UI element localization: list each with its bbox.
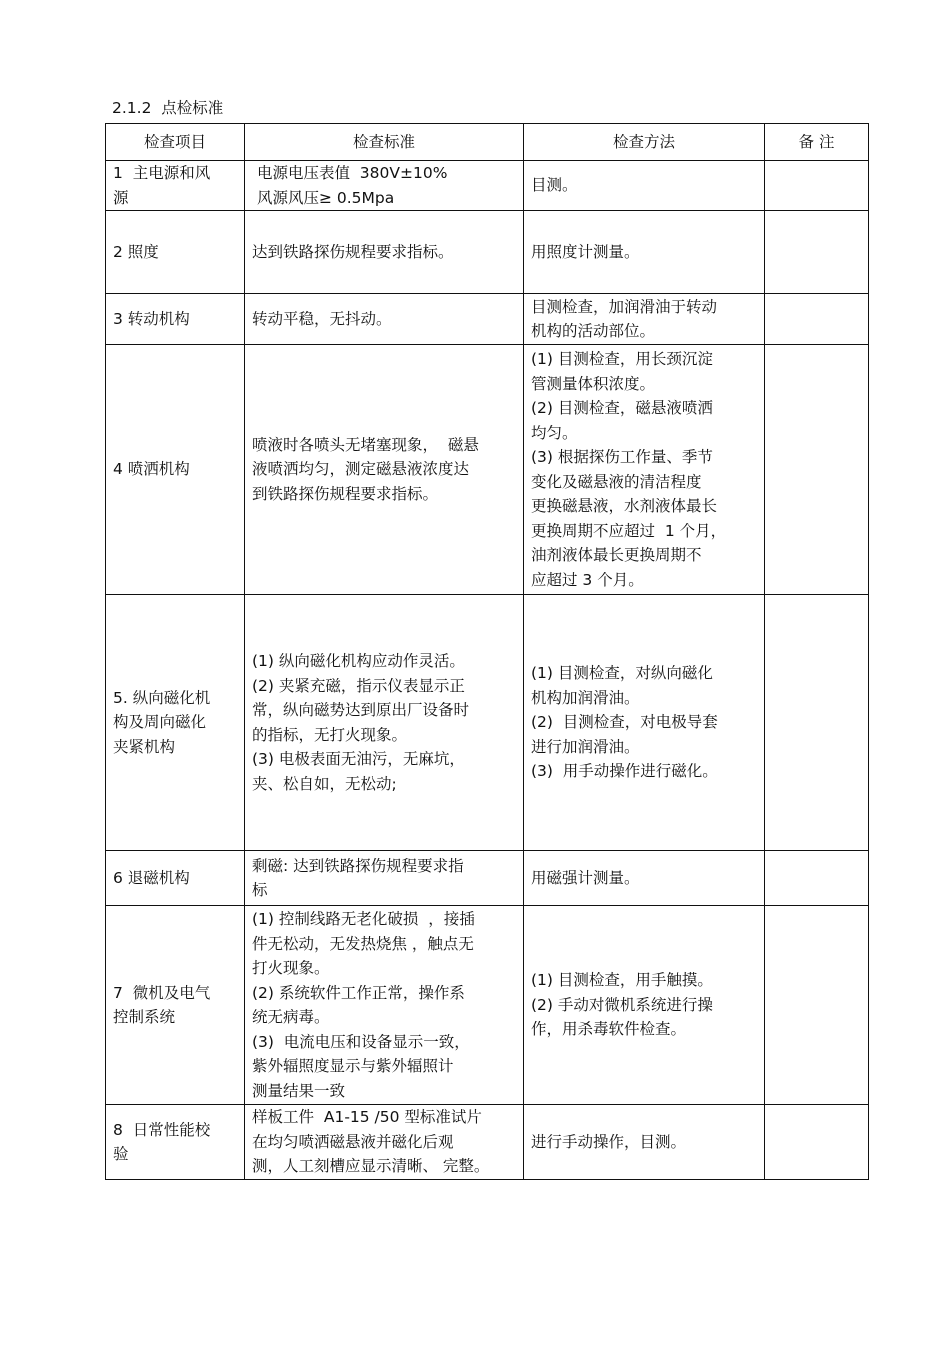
cell-method-line: 目测。	[531, 176, 578, 195]
cell-standard-line: 风源风压≥ 0.5Mpa	[252, 188, 395, 207]
table-row	[106, 906, 869, 1105]
table-header-row	[106, 124, 869, 161]
cell-method-line: 更换磁悬液，水剂液体最长	[531, 497, 718, 515]
table-row	[106, 211, 869, 294]
cell-standard-line: 电源电压表值 380V±10%	[252, 164, 448, 182]
cell-item	[106, 1105, 245, 1180]
section-title: 2.1.2 点检标准	[112, 99, 224, 117]
cell-standard-line: (3) 电极表面无油污，无麻坑，	[252, 750, 465, 768]
cell-standard-line: 测量结果一致	[252, 1081, 346, 1100]
cell-standard-line: 的指标，无打火现象。	[252, 725, 408, 744]
cell-method-line: (3) 根据探伤工作量、季节	[531, 448, 713, 466]
cell-method	[524, 595, 765, 851]
header-item: 检查项目	[106, 124, 245, 161]
cell-method-line: (2) 手动对微机系统进行操	[531, 995, 713, 1014]
cell-remark	[765, 906, 869, 1105]
table-row	[106, 1105, 869, 1180]
cell-item	[106, 211, 245, 294]
cell-standard-line: 夹、松自如，无松动;	[252, 774, 397, 793]
cell-method-line: 机构的活动部位。	[531, 322, 656, 340]
cell-method	[524, 1105, 765, 1180]
cell-item-line: 构及周向磁化	[113, 713, 207, 732]
cell-remark	[765, 595, 869, 851]
table-row	[106, 595, 869, 851]
cell-remark	[765, 1105, 869, 1180]
cell-standard-line: 在均匀喷洒磁悬液并磁化后观	[252, 1132, 454, 1151]
cell-remark	[765, 294, 869, 345]
cell-remark	[765, 161, 869, 211]
cell-method-line: 更换周期不应超过 1 个月，	[531, 521, 727, 540]
cell-method	[524, 345, 765, 595]
cell-item-line: 控制系统	[113, 1008, 176, 1026]
cell-item-line: 验	[113, 1145, 129, 1163]
cell-method-line: (1) 目测检查，用长颈沉淀	[531, 350, 713, 368]
cell-method	[524, 906, 765, 1105]
cell-item-line: 1 主电源和风	[113, 164, 211, 182]
cell-standard-line: 统无病毒。	[252, 1008, 330, 1026]
cell-standard	[245, 1105, 524, 1180]
cell-remark	[765, 851, 869, 906]
cell-method-line: (1) 目测检查，对纵向磁化	[531, 664, 713, 683]
header-remark: 备 注	[765, 124, 869, 161]
cell-method-line: 用照度计测量。	[531, 242, 640, 261]
header-method: 检查方法	[524, 124, 765, 161]
cell-method	[524, 161, 765, 211]
cell-method	[524, 211, 765, 294]
cell-method-line: 管测量体积浓度。	[531, 374, 656, 393]
cell-standard	[245, 906, 524, 1105]
cell-remark	[765, 345, 869, 595]
cell-method-line: 应超过 3 个月。	[531, 570, 644, 589]
cell-item-line: 夹紧机构	[113, 737, 176, 756]
cell-standard-line: 测，人工刻槽应显示清晰、 完整。	[252, 1157, 490, 1176]
cell-method-line: (2) 目测检查，磁悬液喷洒	[531, 399, 713, 417]
cell-item-line: 2 照度	[113, 242, 159, 261]
cell-standard-line: 液喷洒均匀，测定磁悬液浓度达	[252, 460, 470, 479]
cell-standard	[245, 851, 524, 906]
cell-method-line: 进行加润滑油。	[531, 737, 640, 756]
cell-standard-line: 转动平稳，无抖动。	[252, 309, 392, 328]
header-standard: 检查标准	[245, 124, 524, 161]
cell-method-line: 目测检查，加润滑油于转动	[531, 297, 718, 316]
cell-method-line: (1) 目测检查，用手触摸。	[531, 971, 713, 990]
cell-item-line: 4 喷洒机构	[113, 460, 190, 479]
table-row	[106, 345, 869, 595]
cell-item-line: 8 日常性能校	[113, 1120, 211, 1139]
cell-method	[524, 294, 765, 345]
table-row	[106, 851, 869, 906]
cell-method-line: 变化及磁悬液的清洁程度	[531, 472, 702, 491]
cell-item-line: 6 退磁机构	[113, 868, 190, 887]
cell-item	[106, 595, 245, 851]
cell-standard-line: (3) 电流电压和设备显示一致，	[252, 1032, 470, 1051]
cell-method-line: 机构加润滑油。	[531, 688, 640, 707]
cell-method-line: (3) 用手动操作进行磁化。	[531, 762, 718, 781]
cell-method-line: 作，用杀毒软件检查。	[531, 1020, 687, 1039]
cell-remark	[765, 211, 869, 294]
cell-method-line: 用磁强计测量。	[531, 868, 640, 887]
cell-standard	[245, 211, 524, 294]
cell-standard-line: (2) 夹紧充磁，指示仪表显示正	[252, 676, 465, 695]
cell-item-line: 3 转动机构	[113, 309, 190, 328]
cell-standard	[245, 345, 524, 595]
cell-standard-line: (2) 系统软件工作正常，操作系	[252, 983, 465, 1002]
cell-standard-line: 达到铁路探伤规程要求指标。	[252, 242, 454, 261]
cell-method-line: 进行手动操作，目测。	[531, 1132, 687, 1151]
table-row	[106, 161, 869, 211]
cell-item-line: 7 微机及电气	[113, 983, 211, 1002]
cell-item-line: 5. 纵向磁化机	[113, 688, 211, 707]
cell-standard-line: 件无松动，无发热烧焦 ，触点无	[252, 934, 474, 953]
cell-standard-line: 紫外辐照度显示与紫外辐照计	[252, 1057, 454, 1075]
cell-item	[106, 906, 245, 1105]
cell-item	[106, 345, 245, 595]
cell-standard-line: 常，纵向磁势达到原出厂设备时	[252, 701, 470, 719]
table-row	[106, 294, 869, 345]
cell-method-line: 油剂液体最长更换周期不	[531, 546, 702, 564]
inspection-standard-table	[105, 123, 869, 1180]
cell-standard-line: 到铁路探伤规程要求指标。	[252, 484, 439, 503]
cell-standard	[245, 294, 524, 345]
cell-method	[524, 851, 765, 906]
cell-standard-line: (1) 控制线路无老化破损 ，接插	[252, 910, 475, 928]
cell-standard	[245, 161, 524, 211]
cell-standard	[245, 595, 524, 851]
cell-method-line: 均匀。	[531, 423, 578, 442]
cell-item-line: 源	[113, 188, 129, 207]
cell-item	[106, 851, 245, 906]
cell-standard-line: 样板工件 A1-15 /50 型标准试片	[252, 1108, 482, 1127]
cell-standard-line: (1) 纵向磁化机构应动作灵活。	[252, 652, 465, 670]
cell-standard-line: 打火现象。	[252, 959, 330, 977]
cell-standard-line: 标	[252, 881, 268, 899]
cell-item	[106, 161, 245, 211]
cell-standard-line: 喷液时各喷头无堵塞现象， 磁悬	[252, 435, 479, 454]
cell-standard-line: 剩磁: 达到铁路探伤规程要求指	[252, 856, 464, 875]
cell-item	[106, 294, 245, 345]
cell-method-line: (2) 目测检查，对电极导套	[531, 713, 718, 732]
